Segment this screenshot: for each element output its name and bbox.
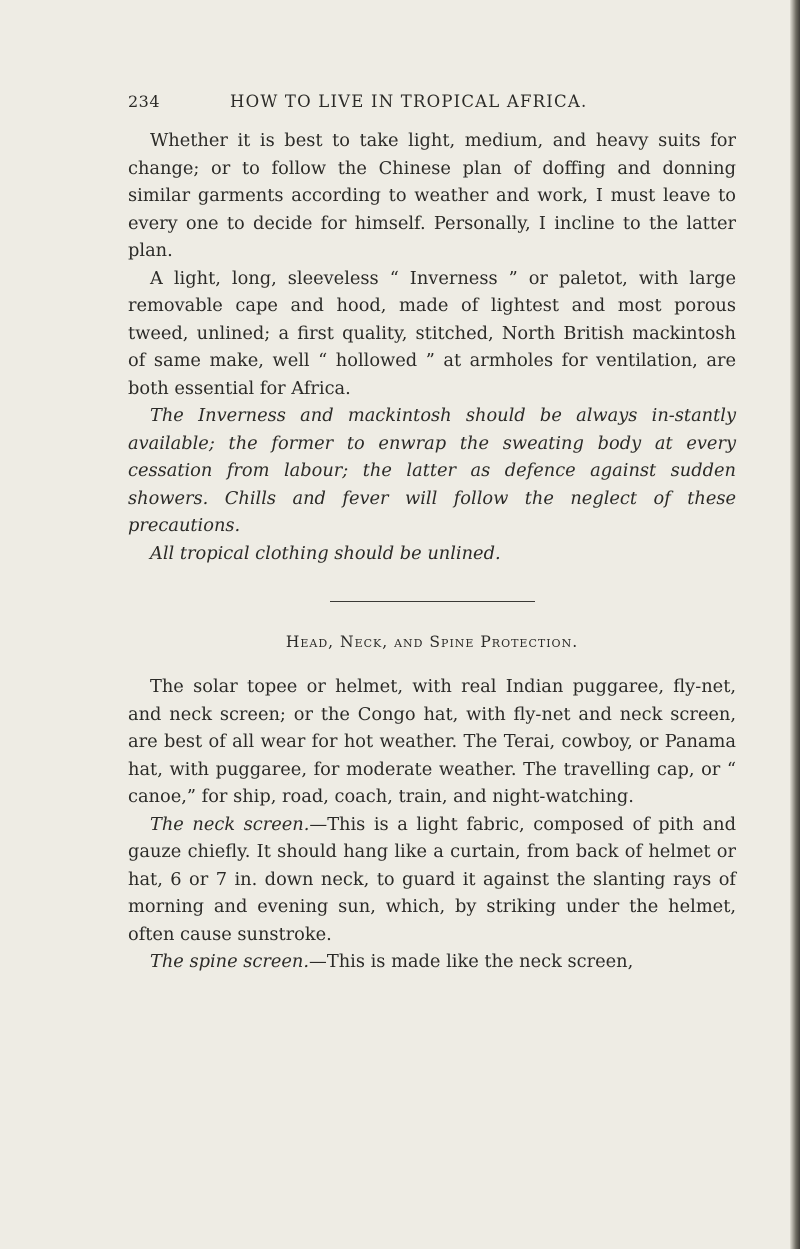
paragraph-suits: Whether it is best to take light, medium, and heavy suits for change; or to follow the Chinese plan of doffing and donning similar garments according to weather and work, I must leave to every one to decide for himself. Personally, I incline to the latter plan. <box>128 130 736 261</box>
italic-unlined: All tropical clothing should be unlined. <box>150 542 501 564</box>
italic-precautions: The Inverness and mackintosh should be always in-stantly available; the former to enwrap the sweating body at every cessation from labour; the latter as defence against sudden showers. Chills and fever will follow the neglect of these precautions. <box>128 405 736 536</box>
section-divider <box>330 601 535 602</box>
page-edge <box>790 0 800 1249</box>
body-text <box>128 127 736 976</box>
paragraph-spine-screen <box>128 948 736 976</box>
section-heading: Head, Neck, and Spine Protection. <box>285 633 579 651</box>
paragraph-topee: The solar topee or helmet, with real Indian puggaree, fly-net, and neck screen; or the Congo hat, with fly-net and neck screen, are best of all wear for hot weather. The Terai, cowboy, or Panama hat, with puggaree, for moderate weather. The travelling cap, or “ canoe,” for ship, road, coach, train, and night-watching. <box>128 676 736 807</box>
text-spine-screen: —This is made like the neck screen, <box>309 951 634 972</box>
text-neck-screen: —This is a light fabric, composed of pith and gauze chiefly. It should hang like a curtain, from back of helmet or hat, 6 or 7 in. down neck, to guard it against the slanting rays of morning and evening sun, which, by striking under the helmet, often cause sunstroke. <box>128 813 736 945</box>
running-head: HOW TO LIVE IN TROPICAL AFRICA. <box>230 92 588 111</box>
paragraph-inverness: A light, long, sleeveless “ Inverness ” or paletot, with large removable cape and hood, made of lightest and most porous tweed, unlined; a first quality, stitched, North British mackintosh of same make, well “ hollowed ” at armholes for ventilation, are both essential for Africa. <box>128 267 736 399</box>
label-neck-screen: The neck screen. <box>150 813 310 835</box>
paragraph-neck-screen <box>128 811 736 949</box>
paragraph-precautions <box>128 402 736 540</box>
label-spine-screen: The spine screen. <box>150 951 310 972</box>
page-header <box>128 92 736 116</box>
paragraph-unlined <box>128 540 736 568</box>
page-number: 234 <box>128 92 161 111</box>
